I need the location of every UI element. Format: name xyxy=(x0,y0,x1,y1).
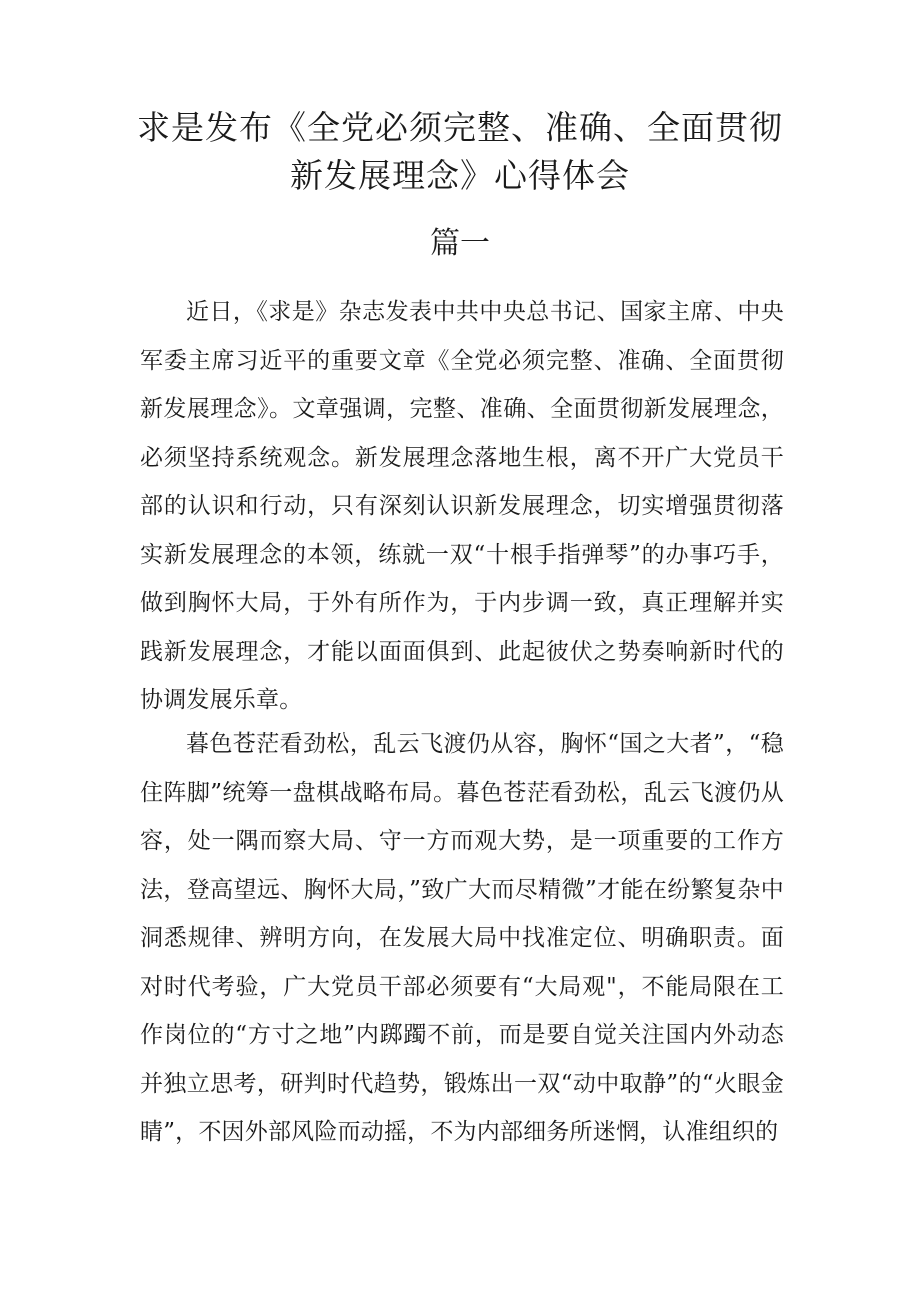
document-title-line-1: 求是发布《全党必须完整、准确、全面贯彻 xyxy=(137,108,783,147)
section-heading: 篇一 xyxy=(430,226,490,261)
paragraph-2: 暮色苍茫看劲松，乱云飞渡仍从容，胸怀“国之大者”，“稳住阵脚”统筹一盘棋战略布局。暮色苍茫看劲松，乱云飞渡仍从容，处一隅而察大局、守一方而观大势，是一项重要的工作方法，登高望远、胸怀大局，”致广大而尽精微”才能在纷繁复杂中洞悉规律、辨明方向，在发展大局中找准定位、明确职责。面对时代考验，广大党员干部必须要有“大局观"，不能局限在工作岗位的“方寸之地”内踯躅不前，而是要自觉关注国内外动态并独立思考，研判时代趋势，锻炼出一双“动中取静”的“火眼金睛”，不因外部风险而动摇，不为内部细务所迷惘，认准组织的 xyxy=(140,731,784,1145)
document-title-line-2: 新发展理念》心得体会 xyxy=(290,156,630,195)
paragraph-1: 近日，《求是》杂志发表中共中央总书记、国家主席、中央军委主席习近平的重要文章《全党必须完整、准确、全面贯彻新发展理念》。文章强调，完整、准确、全面贯彻新发展理念，必须坚持系统观念。新发展理念落地生根，离不开广大党员干部的认识和行动，只有深刻认识新发展理念，切实增强贯彻落实新发展理念的本领，练就一双“十根手指弹琴”的办事巧手，做到胸怀大局，于外有所作为，于内步调一致，真正理解并实践新发展理念，才能以面面俱到、此起彼伏之势奏响新时代的协调发展乐章。 xyxy=(140,299,784,713)
